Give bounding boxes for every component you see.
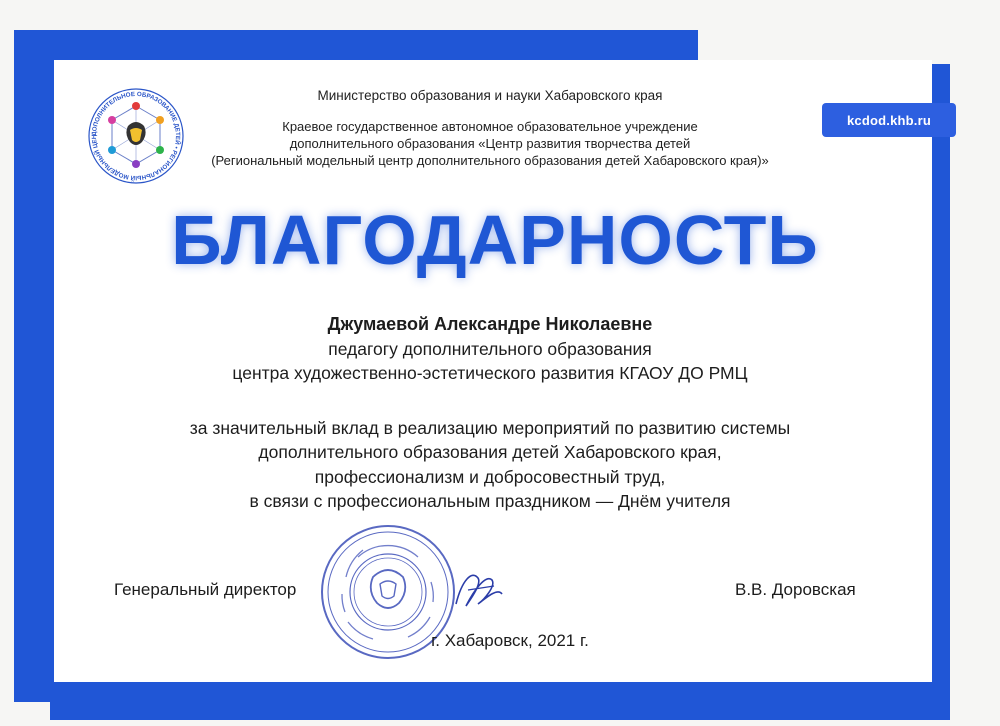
regional-center-logo-icon [84, 84, 188, 188]
org-line-1: Краевое государственное автономное образовательное учреждение [282, 119, 698, 134]
org-line-2: дополнительного образования «Центр развития творчества детей [289, 136, 691, 151]
spacer [120, 386, 860, 416]
reason-line-3: профессионализм и добросовестный труд, [314, 466, 666, 487]
reason-line-1: за значительный вклад в реализацию мероприятий по развитию системы [189, 417, 791, 438]
certificate-title: БЛАГОДАРНОСТЬ [171, 201, 819, 279]
handwritten-signature-icon [448, 560, 508, 620]
recipient-name: Джумаевой Александре Николаевне [327, 314, 653, 334]
recipient-org: центра художественно-эстетического развития КГАОУ ДО РМЦ [232, 363, 748, 383]
reason-line-4: в связи с профессиональным праздником — Днём учителя [249, 491, 731, 511]
signer-role: Генеральный директор [114, 580, 297, 599]
recipient-position: педагогу дополнительного образования [328, 338, 652, 359]
place-date: г. Хабаровск, 2021 г. [431, 631, 589, 650]
url-badge[interactable]: kcdod.khb.ru [822, 103, 956, 137]
ministry-line: Министерство образования и науки Хабаровского края [317, 88, 663, 103]
reason-line-2: дополнительного образования детей Хабаровского края, [258, 442, 722, 462]
signer-name: В.В. Доровская [735, 580, 856, 599]
org-line-3: (Региональный модельный центр дополнительного образования детей Хабаровского края)» [211, 153, 769, 168]
svg-text:ДОПОЛНИТЕЛЬНОЕ ОБРАЗОВАНИЕ ДЕТ: ДОПОЛНИТЕЛЬНОЕ ОБРАЗОВАНИЕ ДЕТЕЙ • РЕГИОНАЛЬНЫЙ МОДЕЛЬНЫЙ ЦЕН [90, 90, 182, 182]
issuer-header [190, 86, 790, 169]
certificate-body [120, 312, 860, 514]
